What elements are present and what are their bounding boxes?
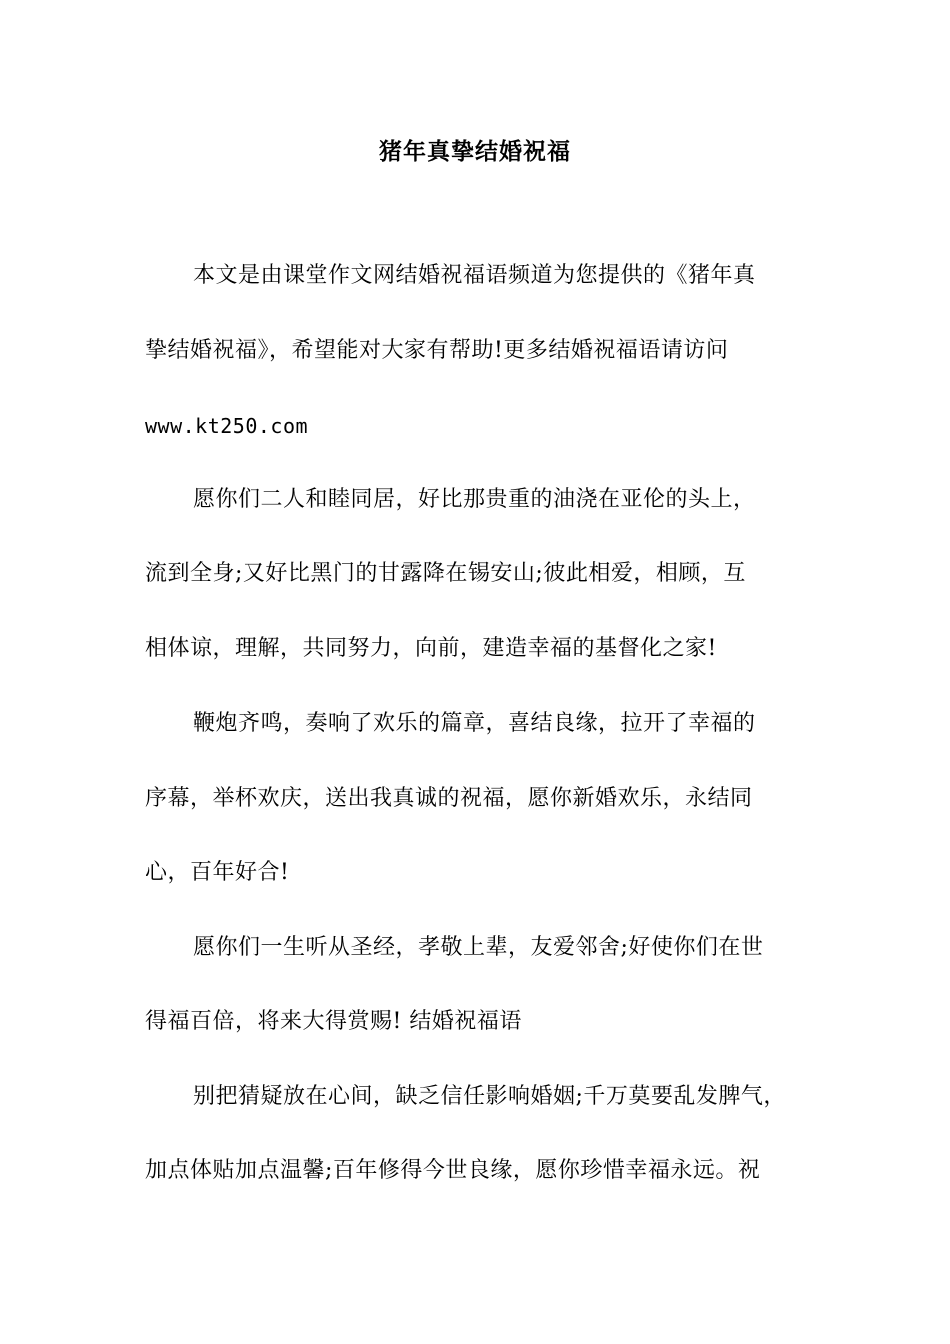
paragraph-line: 愿你们二人和睦同居，好比那贵重的油浇在亚伦的头上， xyxy=(193,487,756,512)
paragraph-line: 挚结婚祝福》，希望能对大家有帮助!更多结婚祝福语请访问 xyxy=(145,338,729,363)
document-title: 猪年真挚结婚祝福 xyxy=(379,139,571,165)
paragraph-line: 流到全身;又好比黑门的甘露降在锡安山;彼此相爱，相顾，互 xyxy=(145,561,746,586)
paragraph-line: 别把猜疑放在心间，缺乏信任影响婚姻;千万莫要乱发脾气， xyxy=(193,1084,786,1109)
paragraph-line: 相体谅，理解，共同努力，向前，建造幸福的基督化之家! xyxy=(145,636,717,661)
paragraph-line: 鞭炮齐鸣，奏响了欢乐的篇章，喜结良缘，拉开了幸福的 xyxy=(193,711,756,736)
paragraph-line-url: www.kt250.com xyxy=(145,414,309,438)
paragraph-line: 本文是由课堂作文网结婚祝福语频道为您提供的《猪年真 xyxy=(193,263,756,288)
paragraph-line: 愿你们一生听从圣经，孝敬上辈，友爱邻舍;好使你们在世 xyxy=(193,935,764,960)
paragraph-line: 加点体贴加点温馨;百年修得今世良缘，愿你珍惜幸福永远。祝 xyxy=(145,1158,761,1183)
paragraph-line: 序幕，举杯欢庆，送出我真诚的祝福，愿你新婚欢乐，永结同 xyxy=(145,786,753,811)
paragraph-line: 心，百年好合! xyxy=(145,860,290,885)
paragraph-line: 得福百倍，将来大得赏赐! 结婚祝福语 xyxy=(145,1009,522,1034)
